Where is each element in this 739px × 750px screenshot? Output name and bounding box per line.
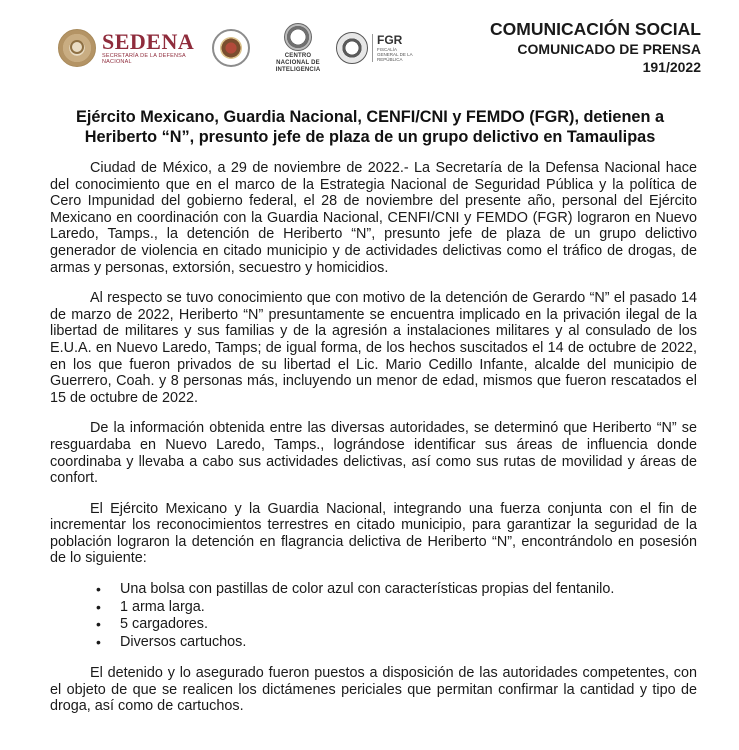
fgr-seal-icon: [336, 32, 368, 64]
fgr-wordmark: FGR: [377, 33, 403, 47]
sedena-subtitle: SECRETARÍA DE LA DEFENSA NACIONAL: [102, 53, 186, 65]
sedena-logo: [102, 31, 202, 65]
comm-number: 191/2022: [642, 59, 701, 75]
fgr-logo: [372, 34, 419, 62]
sedena-wordmark: SEDENA: [102, 29, 195, 54]
title-line: Heriberto “N”, presunto jefe de plaza de un grupo delictivo en Tamaulipas: [84, 128, 656, 146]
press-release-body: [50, 160, 697, 715]
page-header: [0, 0, 739, 90]
sedena-seal-icon: [58, 29, 96, 67]
list-item: • Diversos cartuchos.: [120, 634, 697, 652]
comm-subtitle: COMUNICADO DE PRENSA: [517, 41, 701, 57]
cni-label-line: CENTRO: [284, 52, 312, 59]
cni-logo: [268, 23, 328, 74]
closing-paragraph: El detenido y lo asegurado fueron puestos a disposición de las autoridades competentes, con el objeto de que se realicen los dictámenes periciales que permitan confirmar la cantidad y tipo de droga, así como de cartuchos.: [50, 665, 697, 715]
list-item: • 5 cargadores.: [120, 616, 697, 634]
comm-title: COMUNICACIÓN SOCIAL: [490, 19, 701, 39]
cni-seal-icon: [284, 23, 312, 51]
communique-heading: [490, 18, 701, 76]
press-release-title: [50, 107, 690, 147]
guardia-nacional-seal-icon: [212, 29, 250, 67]
body-paragraph: Al respecto se tuvo conocimiento que con motivo de la detención de Gerardo “N” el pasado 14 de marzo de 2022, Heriberto “N” presuntamente se encuentra implicado en la privación ilegal de la libertad de militares y sus familias y de la agresión a instalaciones militares y al consulado de los E.U.A. en Nuevo Laredo, Tamps; de igual forma, de los hechos suscitados el 14 de octubre de 2022, en los que fueron privados de su libertad el Lic. Mario Cedillo Infante, alcalde del municipio de Guerrero, Coah. y 8 personas más, incluyendo un menor de edad, mismos que fueron rescatados el 15 de octubre de 2022.: [50, 290, 697, 406]
list-item: • Una bolsa con pastillas de color azul con características propias del fentanilo.: [120, 581, 697, 599]
title-line: Ejército Mexicano, Guardia Nacional, CENFI/CNI y FEMDO (FGR), detienen a: [75, 108, 665, 126]
cni-label-line: INTELIGENCIA: [275, 66, 321, 73]
body-paragraph: Ciudad de México, a 29 de noviembre de 2022.- La Secretaría de la Defensa Nacional hace del conocimiento que en el marco de la Estrategia Nacional de Seguridad Pública y la política de Cero Impunidad del gobierno federal, el 28 de noviembre del presente año, personal del Ejército Mexicano en coordinación con la Guardia Nacional, CENFI/CNI y FEMDO (FGR) lograron en Nuevo Laredo, Tamps., la detención de Heriberto “N”, presunto jefe de plaza de un grupo delictivo generador de violencia en citado municipio y de actividades delictivas como el tráfico de drogas, de armas y personas, extorsión, secuestro y homicidios.: [50, 160, 697, 276]
cni-label-line: NACIONAL DE: [276, 59, 320, 66]
logos-bar: [58, 24, 419, 72]
list-item: • 1 arma larga.: [120, 599, 697, 617]
seized-items-list: [50, 581, 697, 651]
body-paragraph: De la información obtenida entre las diversas autoridades, se determinó que Heriberto “N” se resguardaba en Nuevo Laredo, Tamps., lográndose identificar sus áreas de influencia donde coordinaba y llevaba a cabo sus actividades delictivas, así como sus rutas de movilidad y áreas de confort.: [50, 420, 697, 487]
fgr-subtitle: FISCALÍA GENERAL DE LA REPÚBLICA: [377, 47, 413, 62]
cni-label: [276, 53, 321, 74]
body-paragraph: El Ejército Mexicano y la Guardia Nacional, integrando una fuerza conjunta con el fin de incrementar los reconocimientos terrestres en citado municipio, para garantizar la seguridad de la población lograron la detención en flagrancia delictiva de Heriberto “N”, encontrándolo en posesión de lo siguiente:: [50, 500, 697, 567]
